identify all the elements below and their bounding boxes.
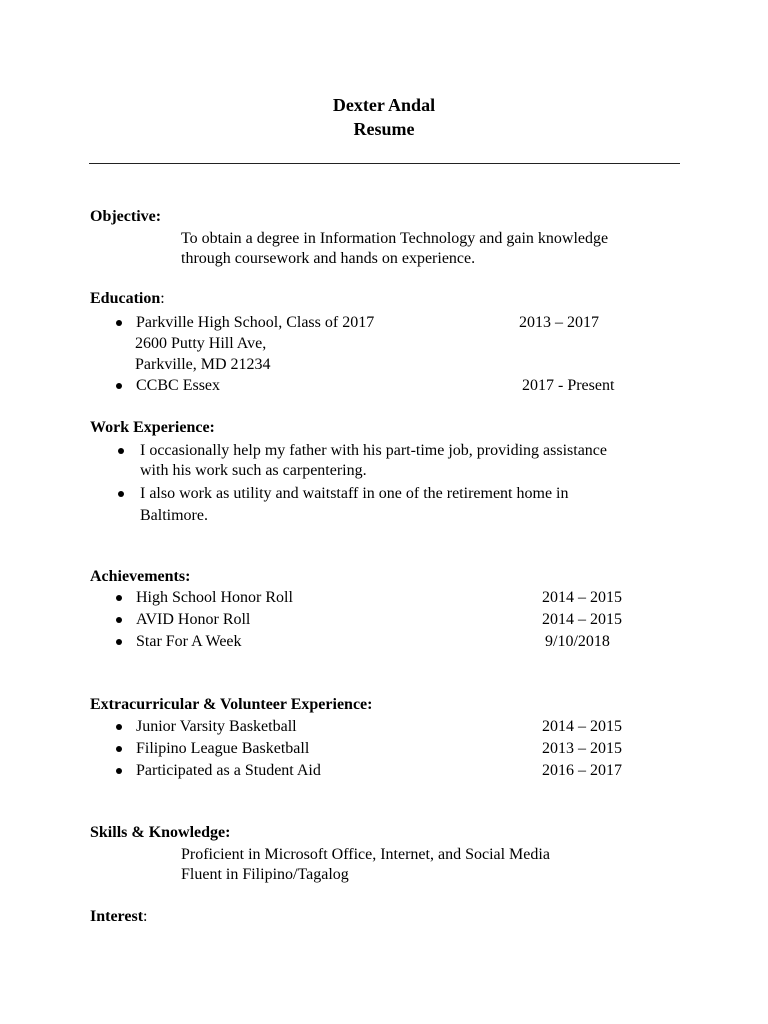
objective-line-1: To obtain a degree in Information Technology and gain knowledge [181, 230, 609, 247]
education-item-1-date: 2013 – 2017 [519, 314, 599, 331]
skills-line-2: Fluent in Filipino/Tagalog [181, 866, 349, 883]
achievement-item-3-date: 9/10/2018 [545, 633, 610, 650]
interest-heading [90, 906, 147, 927]
bullet-icon [116, 724, 122, 730]
bullet-icon [116, 617, 122, 623]
bullet-icon [116, 639, 122, 645]
extracurricular-item-1-text: Junior Varsity Basketball [136, 718, 297, 735]
objective-heading: Objective: [90, 208, 162, 225]
work-item-2-line-1: I also work as utility and waitstaff in one of the retirement home in [140, 485, 569, 502]
objective-line-2: through coursework and hands on experience. [181, 250, 476, 267]
achievement-item-1-text: High School Honor Roll [136, 589, 293, 606]
education-item-1-address-2: Parkville, MD 21234 [135, 356, 271, 373]
education-item-2-date: 2017 - Present [522, 377, 615, 394]
achievement-item-3-text: Star For A Week [136, 633, 242, 650]
resume-name: Dexter Andal [332, 95, 436, 115]
interest-heading-label: Interest [90, 908, 144, 925]
bullet-icon [118, 491, 124, 497]
interest-heading-colon: : [143, 908, 148, 925]
achievements-heading: Achievements: [90, 568, 191, 585]
bullet-icon [116, 320, 122, 326]
resume-doc-type: Resume [353, 119, 415, 139]
education-item-1-address-1: 2600 Putty Hill Ave, [135, 335, 267, 352]
work-item-2-line-2: Baltimore. [140, 507, 208, 524]
bullet-icon [118, 448, 124, 454]
extracurricular-item-3-date: 2016 – 2017 [542, 762, 622, 779]
skills-heading: Skills & Knowledge: [90, 824, 231, 841]
header-divider [89, 163, 680, 164]
achievement-item-2-text: AVID Honor Roll [136, 611, 251, 628]
bullet-icon [116, 746, 122, 752]
extracurricular-heading: Extracurricular & Volunteer Experience: [90, 696, 373, 713]
extracurricular-item-2-text: Filipino League Basketball [136, 740, 310, 757]
extracurricular-item-1-date: 2014 – 2015 [542, 718, 622, 735]
skills-line-1: Proficient in Microsoft Office, Internet, and Social Media [181, 846, 550, 863]
extracurricular-item-2-date: 2013 – 2015 [542, 740, 622, 757]
work-item-1-line-2: with his work such as carpentering. [140, 462, 367, 479]
education-heading-label: Education [90, 290, 161, 307]
education-heading [90, 288, 165, 309]
work-heading: Work Experience: [90, 419, 215, 436]
education-heading-colon: : [160, 290, 165, 307]
achievement-item-1-date: 2014 – 2015 [542, 589, 622, 606]
education-item-1-text: Parkville High School, Class of 2017 [136, 314, 375, 331]
education-item-2-text: CCBC Essex [136, 377, 221, 394]
work-item-1-line-1: I occasionally help my father with his part-time job, providing assistance [140, 442, 607, 459]
bullet-icon [116, 768, 122, 774]
achievement-item-2-date: 2014 – 2015 [542, 611, 622, 628]
bullet-icon [116, 383, 122, 389]
extracurricular-item-3-text: Participated as a Student Aid [136, 762, 321, 779]
bullet-icon [116, 595, 122, 601]
